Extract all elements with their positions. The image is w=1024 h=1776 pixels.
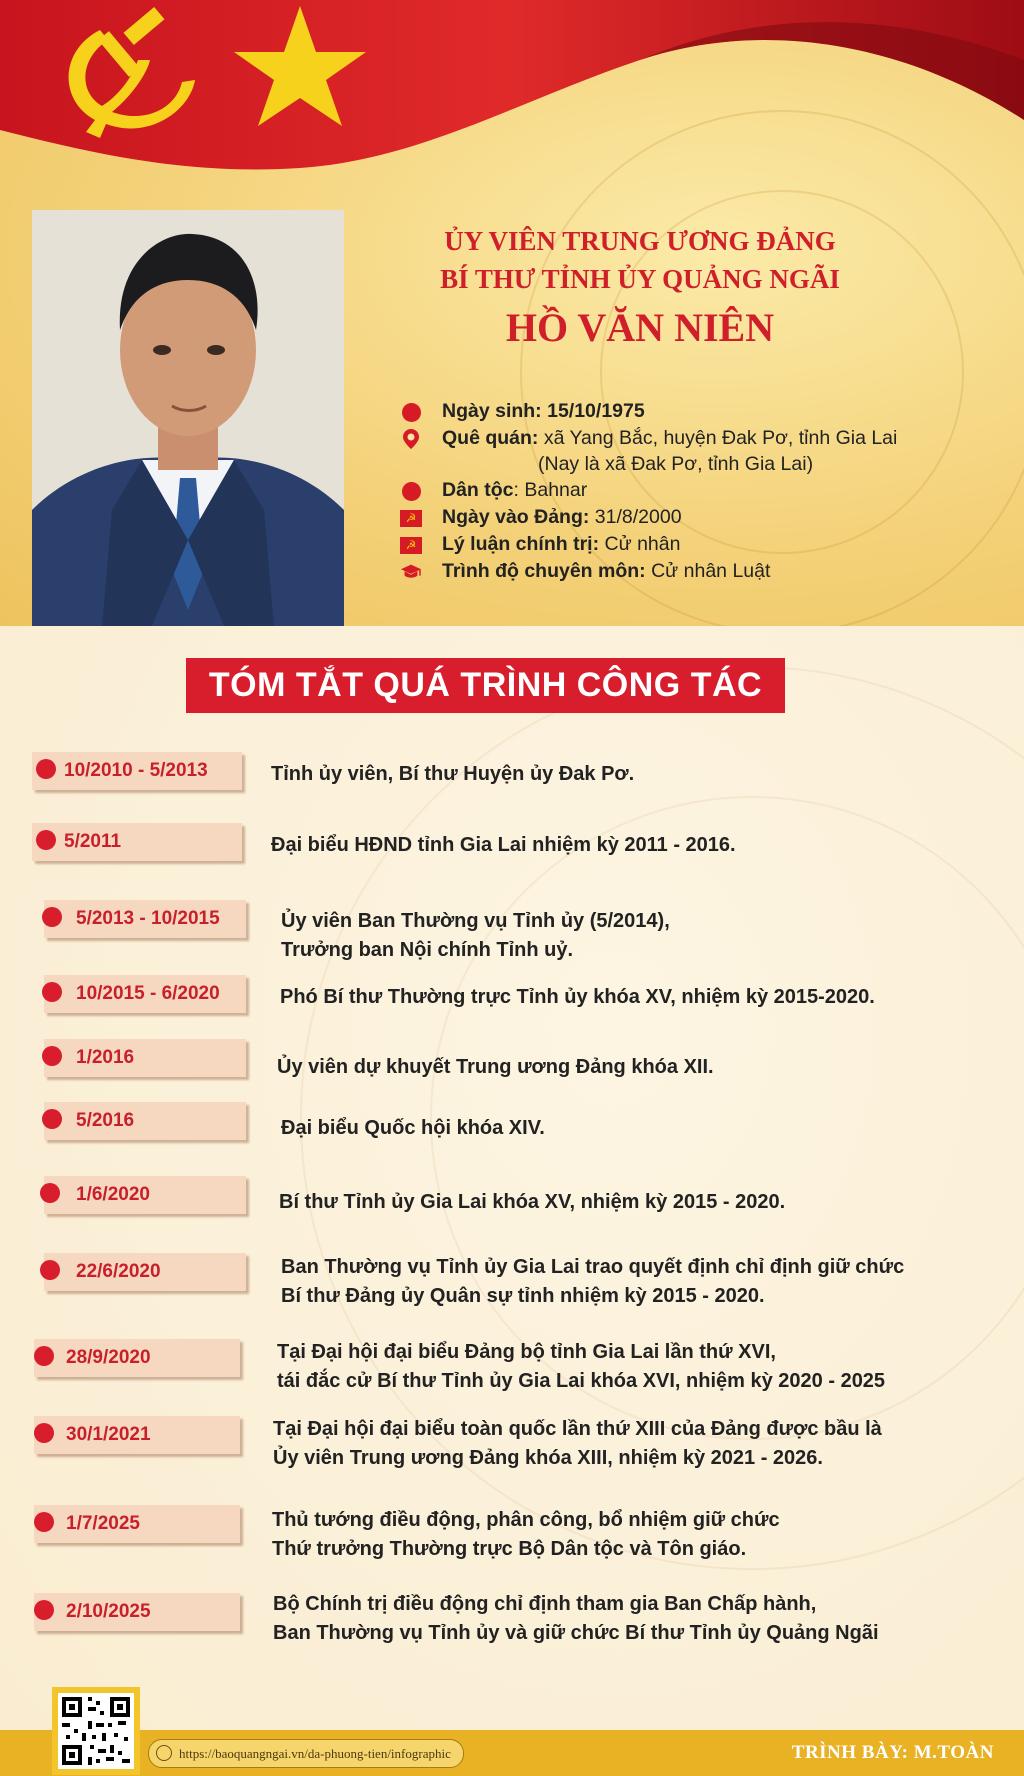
info-label: Ngày sinh: 15/10/1975 [442,400,645,422]
timeline-description: Đại biểu HĐND tỉnh Gia Lai nhiệm kỳ 2011 - 2016. [271,834,736,856]
info-label: Ngày vào Đảng: [442,506,590,528]
timeline-dot-icon [40,1183,60,1203]
timeline-dot-icon [34,1423,54,1443]
party-flag-icon: ☭ [400,536,422,554]
title-block [380,222,900,356]
location-pin-icon [400,430,422,448]
timeline-description: Ủy viên dự khuyết Trung ương Đảng khóa XII. [277,1056,714,1078]
info-education [400,558,1000,585]
info-party-join-date [400,504,1000,531]
info-label: Lý luận chính trị: [442,533,600,555]
graduation-cap-icon [400,563,422,581]
timeline-date: 5/2011 [32,823,242,861]
info-hometown-note: (Nay là xã Đak Pơ, tỉnh Gia Lai) [538,453,814,475]
timeline-description: Bí thư Đảng ủy Quân sự tỉnh nhiệm kỳ 2015 - 2020. [281,1285,765,1307]
header-background [0,0,1024,626]
info-ethnicity [400,477,1000,504]
timeline-dot-icon [42,1109,62,1129]
info-value: Cử nhân [599,533,681,555]
dot-icon [400,403,422,421]
timeline-dot-icon [40,1260,60,1280]
timeline-dot-icon [42,1046,62,1066]
dot-icon [400,482,422,500]
info-hometown [400,425,1000,452]
timeline-description: Tại Đại hội đại biểu Đảng bộ tỉnh Gia Lai lần thứ XVI, [277,1341,776,1363]
timeline-dot-icon [34,1512,54,1532]
info-label: Dân tộc [442,479,514,501]
qr-code-icon [58,1693,134,1769]
timeline-date: 5/2016 [44,1102,246,1140]
info-birthdate [400,398,1000,425]
timeline-description: Bộ Chính trị điều động chỉ định tham gia Ban Chấp hành, [273,1593,817,1615]
portrait-photo [32,210,344,626]
timeline-date: 10/2015 - 6/2020 [44,975,246,1013]
source-url-link[interactable] [148,1739,464,1768]
section-title: TÓM TẮT QUÁ TRÌNH CÔNG TÁC [186,658,785,713]
info-value: xã Yang Bắc, huyện Đak Pơ, tỉnh Gia Lai [538,427,898,449]
source-url-text: https://baoquangngai.vn/da-phuong-tien/infographic [179,1746,451,1761]
timeline-date: 5/2013 - 10/2015 [44,900,246,938]
timeline-date: 22/6/2020 [44,1253,246,1291]
info-label: Trình độ chuyên môn: [442,560,646,582]
timeline-date: 30/1/2021 [34,1416,240,1454]
timeline-description: Phó Bí thư Thường trực Tỉnh ủy khóa XV, nhiệm kỳ 2015-2020. [280,986,875,1008]
position-title: ỦY VIÊN TRUNG ƯƠNG ĐẢNG [444,226,836,256]
timeline-date: 28/9/2020 [34,1339,240,1377]
timeline-description: Tỉnh ủy viên, Bí thư Huyện ủy Đak Pơ. [271,763,635,785]
timeline-dot-icon [36,830,56,850]
timeline-description: tái đắc cử Bí thư Tỉnh ủy Gia Lai khóa XVI, nhiệm kỳ 2020 - 2025 [277,1370,886,1392]
timeline-description: Ủy viên Trung ương Đảng khóa XIII, nhiệm kỳ 2021 - 2026. [273,1447,823,1469]
person-name: HỒ VĂN NIÊN [505,305,775,350]
timeline-date: 10/2010 - 5/2013 [32,752,242,790]
timeline-dot-icon [34,1346,54,1366]
timeline-date: 2/10/2025 [34,1593,240,1631]
qr-code[interactable] [52,1687,140,1775]
globe-icon [156,1745,172,1761]
info-value: : Bahnar [513,479,588,501]
position-subtitle: BÍ THƯ TỈNH ỦY QUẢNG NGÃI [440,264,840,294]
timeline-description: Thứ trưởng Thường trực Bộ Dân tộc và Tôn giáo. [272,1538,747,1560]
timeline-description: Ban Thường vụ Tỉnh ủy Gia Lai trao quyết định chỉ định giữ chức [281,1256,905,1278]
timeline-description: Thủ tướng điều động, phân công, bổ nhiệm giữ chức [272,1509,780,1531]
timeline-date: 1/6/2020 [44,1176,246,1214]
party-flag-banner [0,0,1024,220]
info-value: 31/8/2000 [589,506,682,528]
personal-info-list [400,398,1000,585]
info-political-theory [400,531,1000,558]
timeline-dot-icon [42,982,62,1002]
timeline-description: Đại biểu Quốc hội khóa XIV. [281,1117,545,1139]
timeline-description: Bí thư Tỉnh ủy Gia Lai khóa XV, nhiệm kỳ 2015 - 2020. [279,1191,786,1213]
timeline-description: Ban Thường vụ Tỉnh ủy và giữ chức Bí thư Tỉnh ủy Quảng Ngãi [273,1622,879,1644]
timeline-dot-icon [42,907,62,927]
info-value: Cử nhân Luật [645,560,771,582]
info-label: Quê quán: [442,427,539,449]
party-flag-icon: ☭ [400,509,422,527]
timeline-description: Ủy viên Ban Thường vụ Tỉnh ủy (5/2014), [281,910,670,932]
timeline-dot-icon [36,759,56,779]
timeline-date: 1/7/2025 [34,1505,240,1543]
timeline-dot-icon [34,1600,54,1620]
design-credit: TRÌNH BÀY: M.TOÀN [791,1742,994,1763]
timeline-description: Tại Đại hội đại biểu toàn quốc lần thứ XIII của Đảng được bầu là [273,1418,882,1440]
timeline-date: 1/2016 [44,1039,246,1077]
timeline-description: Trưởng ban Nội chính Tỉnh uỷ. [281,939,574,961]
